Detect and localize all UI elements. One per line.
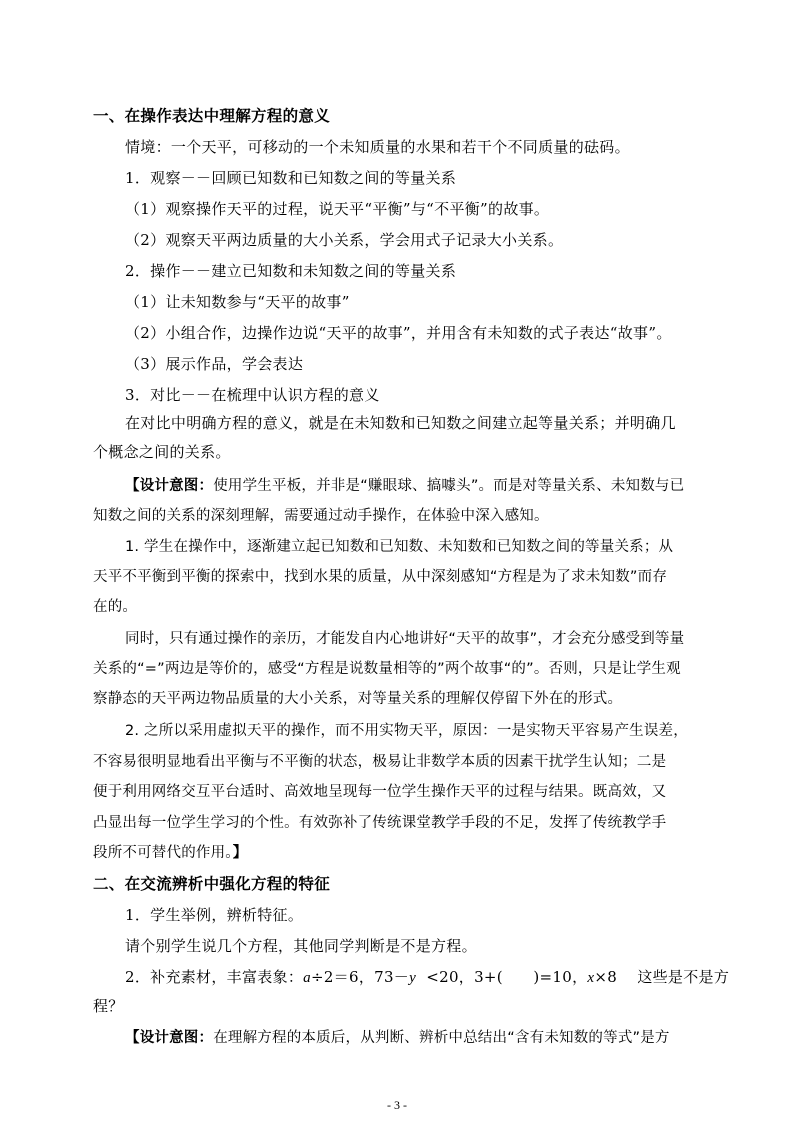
sub-item: （1）观察操作天平的过程，说天平“平衡”与“不平衡”的故事。 [125,200,550,218]
paragraph-text: 段所不可替代的作用。 [93,845,233,861]
scenario-text: 情境：一个天平，可移动的一个未知质量的水果和若干个不同质量的砝码。 [125,138,630,156]
paragraph-line: 请个别学生说几个方程，其他同学判断是不是方程。 [125,937,477,955]
paragraph-line [93,843,713,863]
design-intent-line [125,1028,745,1048]
paragraph-line: 知数之间的关系的深刻理解，需要通过动手操作，在体验中深入感知。 [93,508,549,524]
step-title: 2．操作－－建立已知数和未知数之间的等量关系 [125,262,457,280]
design-intent-label: 【设计意图 [125,478,199,494]
step-title: 1．学生举例，辨析特征。 [125,906,304,924]
design-intent-text: 使用学生平板，并非是“赚眼球、搞噱头”。而是对等量关系、未知数与已 [213,478,685,494]
design-intent-label: 【设计意图 [125,1030,199,1046]
paragraph-line: 2. 之所以采用虚拟天平的操作，而不用实物天平，原因：一是实物天平容易产生误差， [125,723,688,739]
paragraph-line: 便于利用网络交互平台适时、高效地呈现每一位学生操作天平的过程与结果。既高效，又 [93,784,667,800]
sub-item: （1）让未知数参与“天平的故事” [125,293,350,311]
paragraph-line: 同时，只有通过操作的亲历，才能发自内心地讲好“天平的故事”，才会充分感受到等量 [125,631,685,647]
paragraph-line: 程？ [93,997,124,1015]
paragraph-line: 在的。 [93,599,138,615]
sub-item: （3）展示作品，学会表达 [125,355,304,373]
paragraph-line: 关系的“=”两边是等价的，感受“方程是说数量相等的”两个故事“的”。否则，只是让学生观 [93,661,681,677]
step-title: 3．对比－－在梳理中认识方程的意义 [125,386,380,404]
paragraph-line: 察静态的天平两边物品质量的大小关系，对等量关系的理解仅停留下外在的形式。 [93,691,623,707]
page-number: - 3 - [387,1098,407,1112]
equation-line [125,967,745,988]
step-title: 1．观察－－回顾已知数和已知数之间的等量关系 [125,169,457,187]
paragraph-line: 天平不平衡到平衡的探索中，找到水果的质量，从中深刻感知“方程是为了求未知数”而存 [93,569,668,585]
variable: y [409,970,417,986]
section-heading: 一、在操作表达中理解方程的意义 [93,106,331,125]
equation-text: ÷2＝6，73－ [310,968,410,986]
paragraph-line: 1. 学生在操作中，逐渐建立起已知数和已知数、未知数和已知数之间的等量关系；从 [125,539,674,555]
design-intent-text: 在理解方程的本质后，从判断、辨析中总结出“含有未知数的等式”是方 [213,1030,670,1046]
design-intent-close: 】 [232,845,248,861]
variable: x [587,970,595,986]
section-heading: 二、在交流辨析中强化方程的特征 [93,874,331,893]
equation-text: <20，3+( )=10， [416,968,588,986]
design-intent-line [125,476,745,496]
paragraph-line: 凸显出每一位学生学习的个性。有效弥补了传统课堂教学手段的不足，发挥了传统教学手 [93,815,667,831]
paragraph-line: 不容易很明显地看出平衡与不平衡的状态，极易让非数学本质的因素干扰学生认知；二是 [93,754,667,770]
variable: a [303,970,311,986]
step-title: 2．补充素材，丰富表象： [125,968,304,986]
sub-item: （2）小组合作，边操作边说“天平的故事”，并用含有未知数的式子表达“故事”。 [125,324,672,342]
paragraph-line: 在对比中明确方程的意义，就是在未知数和已知数之间建立起等量关系；并明确几 [125,414,676,432]
paragraph-line: 个概念之间的关系。 [93,443,231,461]
design-intent-colon: ： [198,478,214,494]
sub-item: （2）观察天平两边质量的大小关系，学会用式子记录大小关系。 [125,231,564,249]
equation-text: ×8 这些是不是方 [594,968,730,986]
design-intent-colon: ： [198,1030,214,1046]
